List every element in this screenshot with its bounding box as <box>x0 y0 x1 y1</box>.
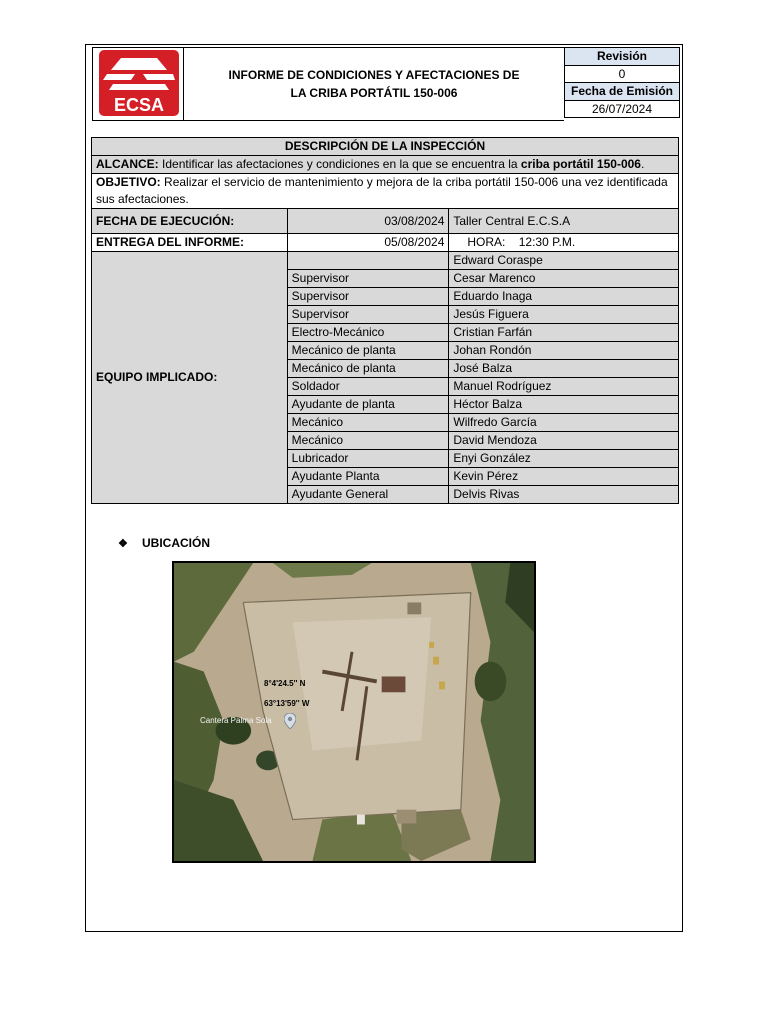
alcance-end: . <box>640 157 645 171</box>
ubicacion-label: UBICACIÓN <box>142 536 210 550</box>
team-role: Mecánico <box>287 414 449 432</box>
report-title: INFORME DE CONDICIONES Y AFECTACIONES DE LA CRIBA PORTÁTIL 150-006 <box>184 47 564 121</box>
team-role: Mecánico <box>287 432 449 450</box>
team-member-name: Johan Rondón <box>449 342 679 360</box>
team-role: Supervisor <box>287 288 449 306</box>
team-role <box>287 252 449 270</box>
document-page <box>85 44 683 932</box>
map-pin-icon <box>284 713 296 729</box>
satellite-image <box>174 563 534 861</box>
team-member-name: Héctor Balza <box>449 396 679 414</box>
map-longitude: 63°13'59'' W <box>264 699 310 708</box>
entrega-label: ENTREGA DEL INFORME: <box>92 234 288 252</box>
fecha-value: 03/08/2024 <box>287 209 449 234</box>
revision-label: Revisión <box>564 47 680 66</box>
team-role: Electro-Mecánico <box>287 324 449 342</box>
lugar-value: Taller Central E.C.S.A <box>449 209 679 234</box>
team-member-name: José Balza <box>449 360 679 378</box>
fecha-label: FECHA DE EJECUCIÓN: <box>92 209 288 234</box>
team-role: Ayudante Planta <box>287 468 449 486</box>
objetivo-text: Realizar el servicio de mantenimiento y mejora de la criba portátil 150-006 una vez identificada sus afectaciones. <box>96 175 668 206</box>
team-row <box>92 252 679 270</box>
team-member-name: Kevin Pérez <box>449 468 679 486</box>
revision-value: 0 <box>564 65 680 84</box>
ubicacion-heading <box>118 536 210 550</box>
team-member-name: Cesar Marenco <box>449 270 679 288</box>
alcance-label: ALCANCE: <box>96 157 159 171</box>
alcance-row <box>92 156 679 174</box>
logo-cell <box>92 47 184 121</box>
team-role: Ayudante General <box>287 486 449 504</box>
alcance-text: Identificar las afectaciones y condiciones en la que se encuentra la <box>158 157 521 171</box>
team-member-name: Enyi González <box>449 450 679 468</box>
emission-label: Fecha de Emisión <box>564 82 680 101</box>
hora-value: 12:30 P.M. <box>518 235 576 249</box>
emission-value: 26/07/2024 <box>564 100 680 119</box>
objetivo-label: OBJETIVO: <box>96 175 161 189</box>
team-member-name: Jesús Figuera <box>449 306 679 324</box>
hora-cell <box>449 234 679 252</box>
team-role: Ayudante de planta <box>287 396 449 414</box>
team-list <box>92 252 679 504</box>
alcance-bold: criba portátil 150-006 <box>520 157 641 171</box>
objetivo-row <box>92 174 679 209</box>
section-title: DESCRIPCIÓN DE LA INSPECCIÓN <box>92 138 679 156</box>
team-role: Supervisor <box>287 306 449 324</box>
diamond-bullet-icon: ❖ <box>118 538 128 550</box>
team-role: Lubricador <box>287 450 449 468</box>
team-role: Mecánico de planta <box>287 342 449 360</box>
satellite-map <box>172 561 536 863</box>
map-latitude: 8°4'24.5'' N <box>264 679 306 688</box>
equipo-label: EQUIPO IMPLICADO: <box>92 252 288 504</box>
team-member-name: Eduardo Inaga <box>449 288 679 306</box>
logo-text: ECSA <box>113 95 165 115</box>
team-member-name: Cristian Farfán <box>449 324 679 342</box>
revision-block <box>564 47 680 121</box>
team-member-name: Delvis Rivas <box>449 486 679 504</box>
map-place-label: Cantera Palma Sola <box>200 716 272 725</box>
team-member-name: Wilfredo García <box>449 414 679 432</box>
team-role: Soldador <box>287 378 449 396</box>
inspection-table <box>91 137 679 504</box>
ecsa-logo <box>99 50 179 116</box>
team-role: Supervisor <box>287 270 449 288</box>
team-role: Mecánico de planta <box>287 360 449 378</box>
team-member-name: Manuel Rodríguez <box>449 378 679 396</box>
team-member-name: Edward Coraspe <box>449 252 679 270</box>
hora-label: HORA: <box>467 235 506 249</box>
entrega-value: 05/08/2024 <box>287 234 449 252</box>
team-member-name: David Mendoza <box>449 432 679 450</box>
document-header <box>92 47 680 121</box>
